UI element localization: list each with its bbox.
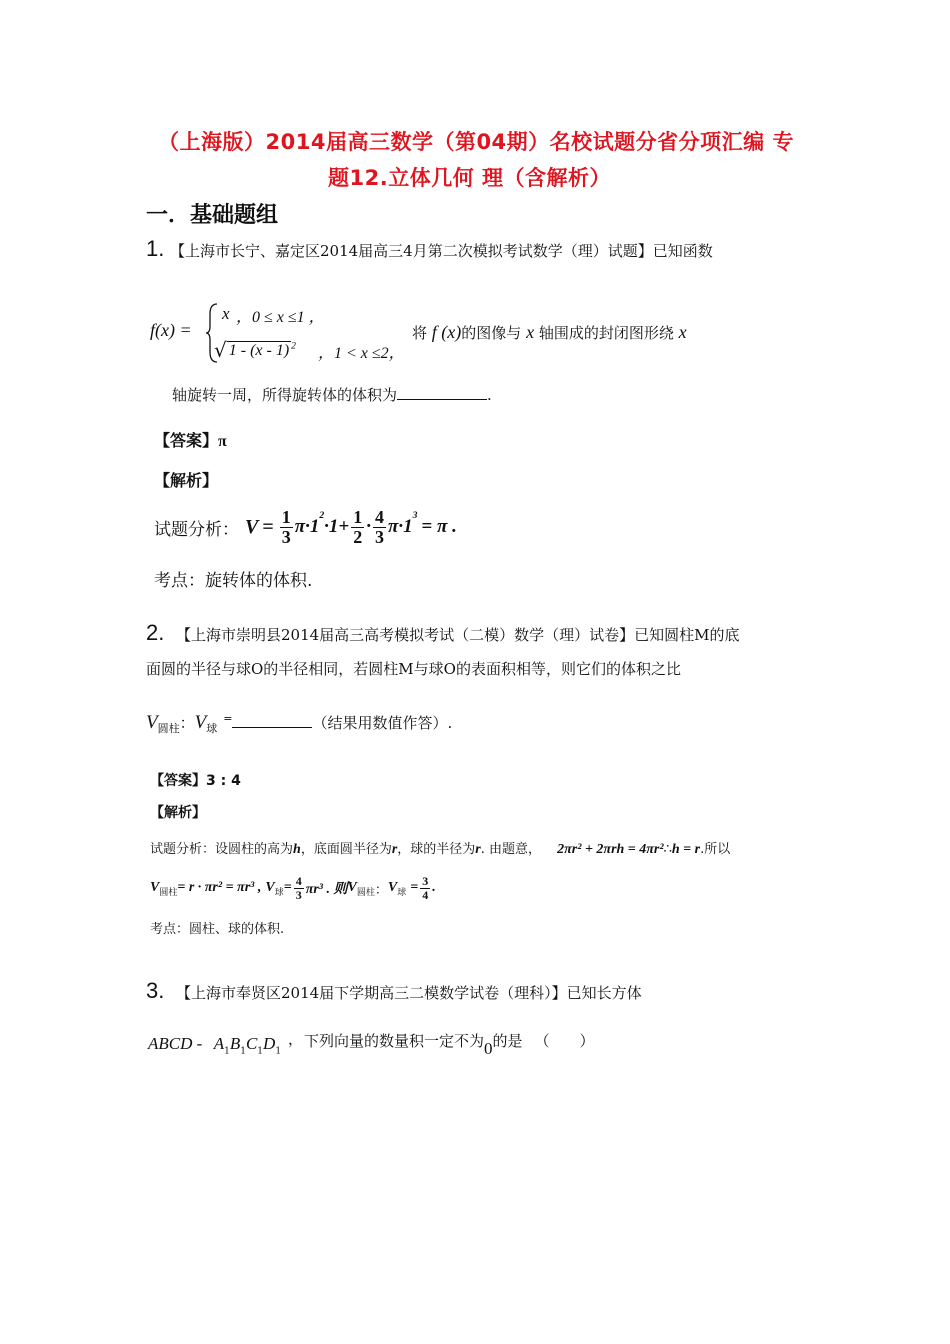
formula-dot: · — [366, 516, 371, 537]
stem-x2: x — [678, 322, 687, 342]
equals-sign: = — [223, 712, 233, 725]
sub-ball: 球 — [206, 722, 218, 735]
ratio-colon: ： — [374, 882, 388, 898]
analysis-line2 — [150, 868, 436, 908]
sub-1: 1 — [275, 1046, 282, 1057]
analysis-equation: 2πr² + 2πrh = 4πr² — [557, 842, 664, 857]
stem-end: . — [487, 386, 492, 404]
c1: C — [245, 1034, 258, 1053]
formula-eq: = — [262, 515, 274, 538]
stem-x: x — [526, 322, 535, 342]
sub-1: 1 — [224, 1046, 230, 1057]
abcd: ABCD - — [148, 1034, 203, 1053]
case2-condition: ，1 < x ≤2， — [318, 345, 405, 362]
fraction-one-half: $\frac{1}{2}$ — [353, 506, 363, 547]
formula-mid3: π·1 — [388, 516, 413, 537]
analysis-text-d: . 由题意， — [480, 842, 542, 857]
answer-line — [154, 428, 227, 451]
v-cylinder-2: V — [347, 880, 357, 895]
v-ball-2: V — [387, 880, 398, 895]
answer-blank — [232, 713, 312, 728]
colon: ： — [179, 714, 195, 732]
stem-line2-text: 轴旋转一周，所得旋转体的体积为 — [172, 386, 398, 404]
equals-2: = — [410, 880, 419, 895]
sub-ball: 球 — [274, 888, 284, 898]
cylinder-volume: = r · πr² = πr³ , — [177, 880, 262, 895]
analysis-text-b: ，底面圆半径为 — [300, 842, 392, 857]
case1-expression: x — [222, 304, 230, 323]
analysis-label: 【解析】 — [150, 805, 206, 821]
sub-ball-2: 球 — [397, 888, 407, 898]
stem-text-b: 的图像与 — [461, 324, 522, 342]
stem-end: 的是 — [492, 1032, 523, 1050]
analysis-r1: r — [391, 842, 398, 857]
stem-text: 下列向量的数量积一定不为 — [304, 1032, 485, 1050]
question-stem-line2: 面圆的半径与球O的半径相同，若圆柱M与球O的表面积相等，则它们的体积之比 — [146, 660, 681, 678]
analysis-line1 — [150, 838, 730, 858]
kaodian: 考点：圆柱、球的体积. — [150, 922, 285, 937]
section-heading: 一．基础题组 — [146, 203, 279, 228]
v-symbol-2: V — [194, 712, 207, 733]
stem-fx: f (x) — [431, 322, 462, 342]
document-title-line2: 题12.立体几何 理（含解析） — [328, 166, 612, 190]
stem-text-a: 将 — [412, 324, 428, 342]
sub-cylinder: 圆柱 — [159, 888, 178, 898]
analysis-text-c: ，球的半径为 — [397, 842, 476, 857]
sub-cylinder-2: 圆柱 — [356, 888, 375, 898]
analysis-label: 【解析】 — [154, 471, 219, 490]
fraction-four-thirds: $\frac{4}{3}$ — [375, 506, 384, 547]
answer-value: 3 : 4 — [206, 773, 241, 789]
sub-cylinder: 圆柱 — [157, 722, 180, 735]
question-number: 1. — [146, 236, 165, 261]
formula-mid2: ·1+ — [324, 516, 350, 537]
answer-label: 【答案】 — [150, 773, 206, 789]
case1-condition: ，0 ≤ x ≤1 ， — [236, 309, 325, 326]
cuboid-name — [148, 1034, 281, 1056]
kaodian: 考点：旋转体的体积. — [154, 571, 313, 591]
analysis-h: h — [293, 842, 301, 857]
analysis-formula — [154, 500, 457, 554]
v-cylinder: V — [150, 880, 160, 895]
answer-value: π — [218, 433, 227, 450]
formula-sup1: 2 — [319, 510, 325, 521]
sub-1: 1 — [257, 1046, 264, 1057]
function-label: f(x) = — [150, 320, 192, 340]
question-stem — [412, 322, 687, 343]
fraction-one-third: $\frac{1}{3}$ — [281, 506, 291, 547]
question-stem-line2 — [172, 384, 492, 405]
analysis-therefore: ∴ — [663, 842, 672, 857]
formula-v: V — [245, 515, 259, 538]
question-tail: （结果用数值作答）. — [312, 714, 453, 732]
formula-end: = π . — [421, 516, 457, 537]
fraction-three-quarters: $\frac{3}{4}$ — [422, 873, 429, 902]
formula-sup2: 3 — [412, 510, 418, 521]
formula-mid1: π·1 — [294, 516, 320, 537]
case2-radicand: 1 - (x - 1) — [228, 342, 290, 359]
d1: D — [263, 1034, 276, 1053]
analysis-h-equals-r: h = r — [671, 842, 701, 857]
answer-parentheses: （ ） — [534, 1032, 595, 1050]
analysis-text-f: .所以 — [700, 842, 731, 857]
equals: = — [283, 880, 292, 895]
fraction-four-thirds: $\frac{4}{3}$ — [295, 873, 302, 902]
zero: 0 — [484, 1039, 493, 1058]
answer-line — [150, 770, 241, 790]
sub-1: 1 — [240, 1046, 246, 1057]
analysis-prefix: 试题分析： — [154, 519, 239, 540]
b1: B — [229, 1034, 241, 1053]
stem-text-c: 轴围成的封闭图形绕 — [538, 324, 674, 342]
document-title-line1: （上海版）2014届高三数学（第04期）名校试题分省分项汇编 专 — [158, 130, 794, 154]
question-source: 【上海市奉贤区2014届下学期高三二模数学试卷（理科）】已知长方体 — [176, 984, 642, 1002]
case2-expression — [214, 336, 296, 360]
analysis-r2: r — [475, 842, 481, 857]
v-symbol: V — [146, 712, 158, 733]
ball-volume: πr³ . 则 — [305, 882, 348, 897]
question-number: 3. — [146, 978, 165, 1003]
a1: A — [213, 1034, 225, 1053]
question-number: 2. — [146, 620, 165, 645]
question-source: 【上海市崇明县2014届高三高考模拟考试（二模）数学（理）试卷】已知圆柱M的底 — [176, 626, 740, 644]
volume-ratio-line — [146, 712, 452, 736]
question-stem — [304, 1030, 595, 1058]
question-source: 【上海市长宁、嘉定区2014届高三4月第二次模拟考试数学（理）试题】已知函数 — [170, 242, 713, 260]
sqrt-sign: √ — [214, 338, 227, 362]
answer-label: 【答案】 — [154, 431, 219, 450]
comma: ， — [288, 1030, 304, 1048]
period: . — [432, 880, 436, 895]
answer-blank — [397, 385, 487, 400]
v-ball: V — [265, 880, 275, 895]
analysis-text-a: 试题分析：设圆柱的高为 — [150, 842, 294, 857]
case2-exponent: 2 — [291, 340, 296, 352]
